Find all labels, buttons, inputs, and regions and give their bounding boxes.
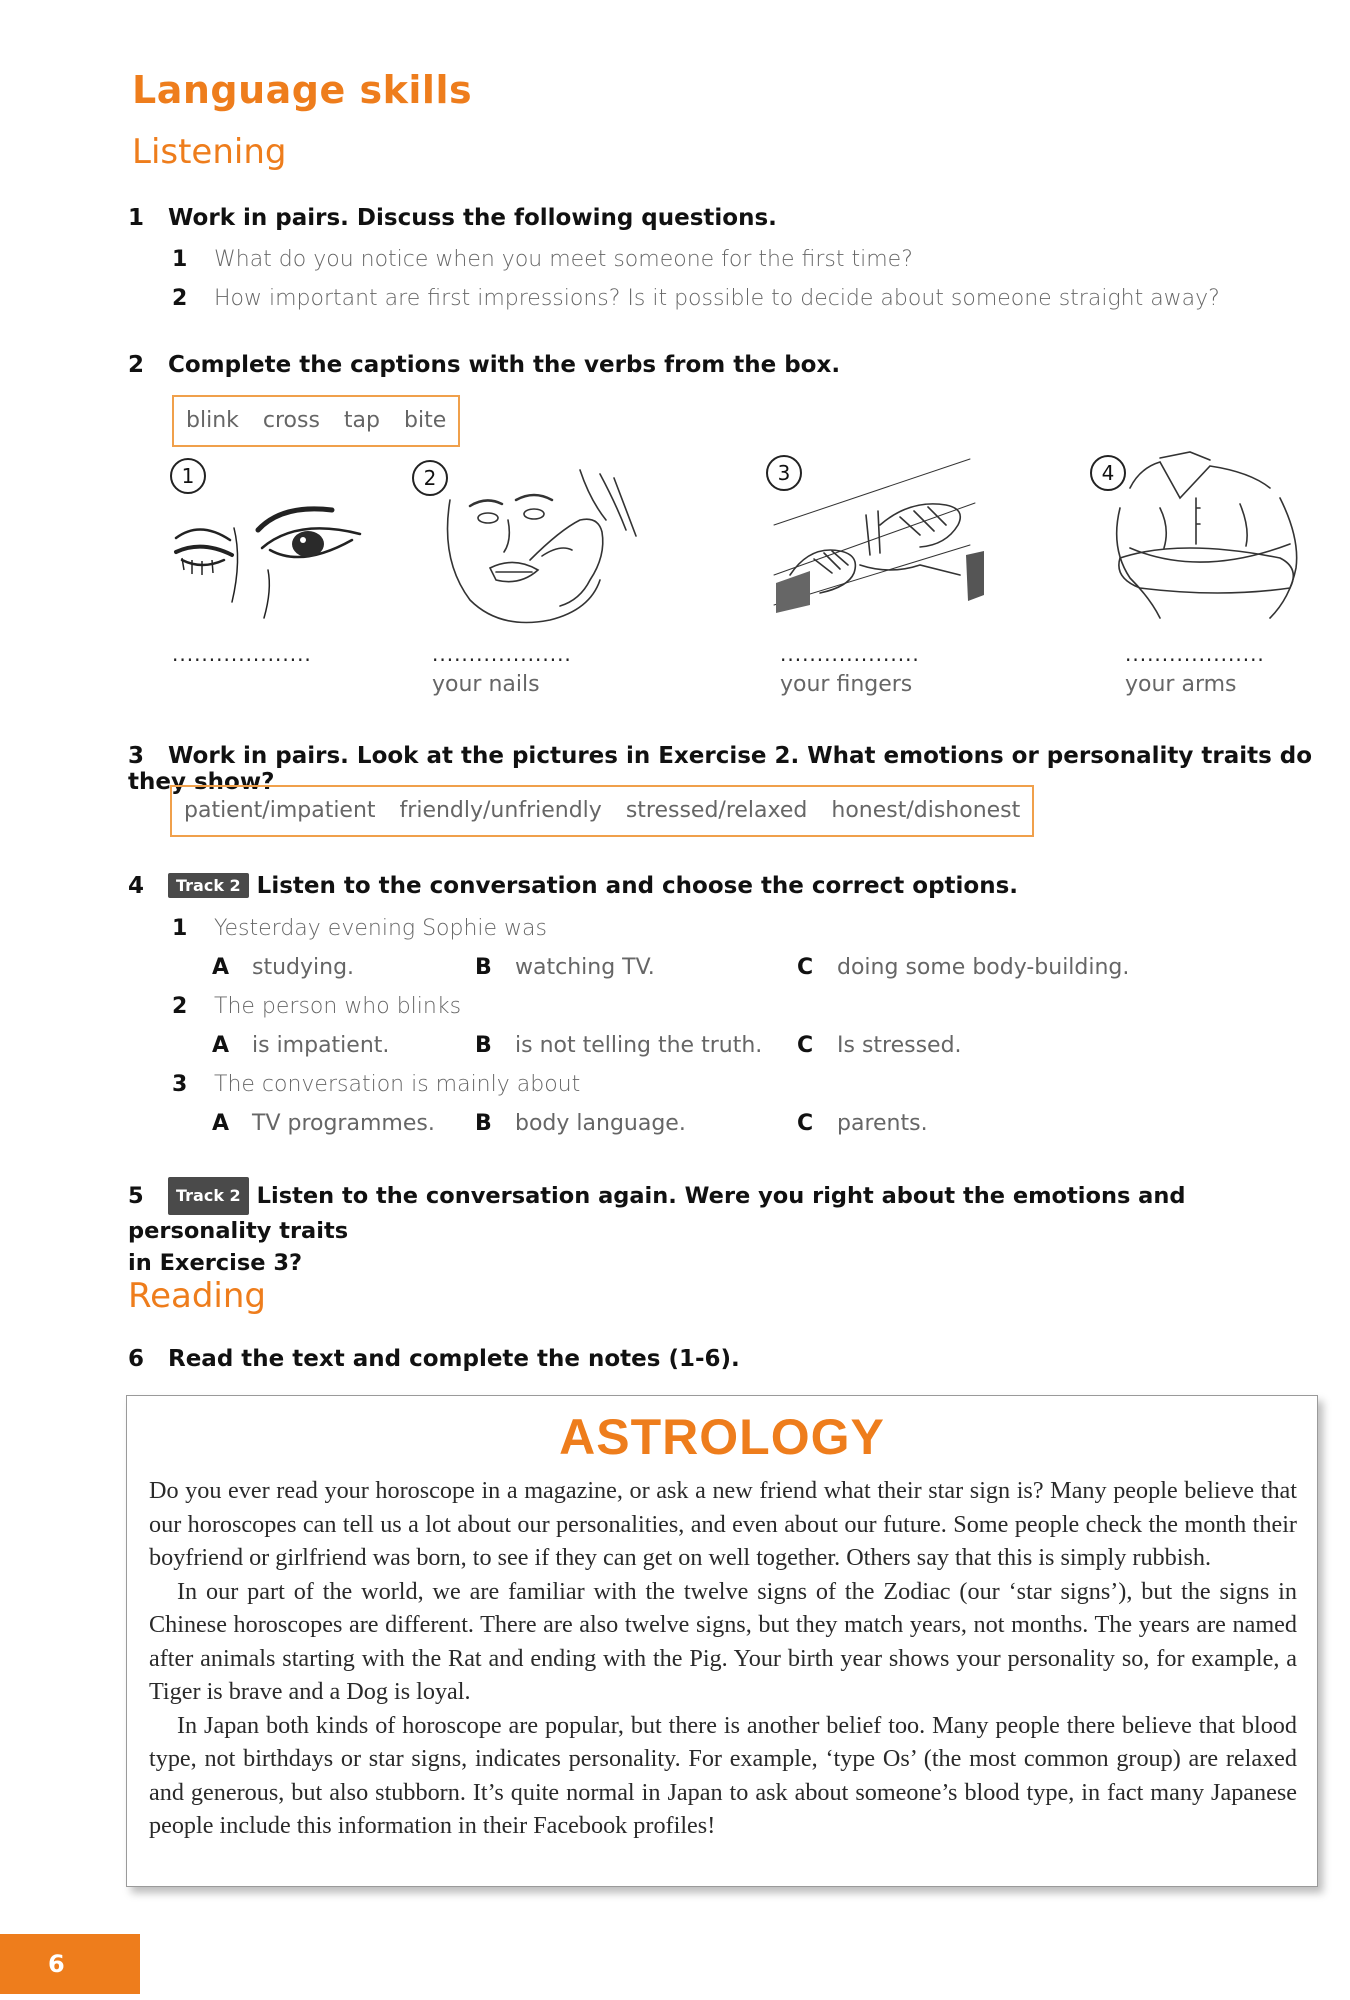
article-paragraph: Do you ever read your horoscope in a magazine, or ask a new friend what their star sign is? Many people believe that our horoscopes can tell us a lot about our personalities, and even about our future. Some people check the month their boyfriend or girlfriend was born, to see if they can get on well together. Others say that this is simply rubbish. <box>149 1477 1297 1571</box>
verb-word: tap <box>343 408 380 433</box>
verb-word: blink <box>186 408 239 433</box>
option-text: TV programmes. <box>252 1111 435 1136</box>
answer-blank-4[interactable]: ................... <box>1125 642 1265 666</box>
article-title: ASTROLOGY <box>559 1409 885 1465</box>
option-letter: B <box>475 955 492 980</box>
traits-box <box>170 785 1034 837</box>
trait-word: patient/impatient <box>184 798 376 823</box>
option-letter: B <box>475 1033 492 1058</box>
question-text: What do you notice when you meet someone for the first time? <box>214 247 913 272</box>
option-text: studying. <box>252 955 355 980</box>
item-number: 3 <box>172 1072 188 1097</box>
trait-word: stressed/relaxed <box>625 798 808 823</box>
item-stem: The conversation is mainly about <box>214 1072 581 1097</box>
caption-4: your arms <box>1125 672 1237 697</box>
article-body <box>149 1474 1297 1843</box>
option-text: parents. <box>837 1111 928 1136</box>
option-letter: C <box>797 1033 814 1058</box>
tapping-fingers-illustration <box>770 455 985 615</box>
item-stem: Yesterday evening Sophie was <box>214 916 547 941</box>
picture-number-2: 2 <box>412 460 448 496</box>
item-number: 1 <box>172 916 188 941</box>
picture-number-1: 1 <box>170 458 206 494</box>
picture-number-4: 4 <box>1090 455 1126 491</box>
exercise-2-number: 2 <box>128 352 145 378</box>
ex4-item-1-stem <box>172 916 547 941</box>
option-text: Is stressed. <box>837 1033 962 1058</box>
exercise-1-question-2 <box>172 286 1220 311</box>
exercise-5-instruction <box>128 1177 1328 1279</box>
option-text: watching TV. <box>515 955 655 980</box>
question-text: How important are first impressions? Is it possible to decide about someone straight away? <box>214 286 1220 311</box>
ex4-2-option-c[interactable] <box>797 1033 962 1058</box>
ex4-3-option-b[interactable] <box>475 1111 686 1136</box>
section-heading: Language skills <box>132 68 473 112</box>
ex4-1-option-c[interactable] <box>797 955 1129 980</box>
ex4-2-option-b[interactable] <box>475 1033 762 1058</box>
article-paragraph: In Japan both kinds of horoscope are popular, but there is another belief too. Many people there believe that blood type, not birthdays or star signs, indicates personality. For example, ‘type Os’ (the most common group) are relaxed and generous, but also stubborn. It’s quite normal in Japan to ask about someone’s blood type, in fact many Japanese people include this information in their Facebook profiles! <box>149 1711 1297 1839</box>
exercise-6-text: Read the text and complete the notes (1-6). <box>168 1346 740 1372</box>
option-letter: C <box>797 955 814 980</box>
ex4-3-option-c[interactable] <box>797 1111 928 1136</box>
question-number: 2 <box>172 286 188 311</box>
ex4-1-option-a[interactable] <box>212 955 354 980</box>
exercise-6-number: 6 <box>128 1346 145 1372</box>
page-number: 6 <box>0 1934 140 1994</box>
reading-heading: Reading <box>128 1276 267 1316</box>
item-number: 2 <box>172 994 188 1019</box>
option-text: is impatient. <box>252 1033 390 1058</box>
blinking-eyes-illustration <box>172 490 387 625</box>
ex4-2-option-a[interactable] <box>212 1033 389 1058</box>
answer-blank-1[interactable]: ................... <box>172 642 312 666</box>
option-text: body language. <box>515 1111 686 1136</box>
biting-nails-illustration <box>430 460 650 630</box>
exercise-3-text: Work in pairs. Look at the pictures in Exercise 2. What emotions or personality traits do they show? <box>128 743 1313 795</box>
article-paragraph: In our part of the world, we are familiar with the twelve signs of the Zodiac (our ‘star signs’), but the signs in Chinese horoscopes are different. There are also twelve signs, but they match years, not months. The years are named after animals starting with the Rat and ending with the Pig. Your birth year shows your personality so, for example, a Tiger is brave and a Dog is loyal. <box>149 1577 1297 1705</box>
answer-blank-3[interactable]: ................... <box>780 642 920 666</box>
option-letter: A <box>212 1111 230 1136</box>
trait-word: friendly/unfriendly <box>399 798 602 823</box>
option-letter: A <box>212 955 230 980</box>
verb-word: bite <box>404 408 447 433</box>
exercise-2-text: Complete the captions with the verbs from the box. <box>168 352 841 378</box>
exercise-6-instruction <box>128 1346 740 1372</box>
ex4-item-2-stem <box>172 994 461 1019</box>
option-text: doing some body-building. <box>837 955 1130 980</box>
crossed-arms-illustration <box>1100 448 1315 626</box>
listening-heading: Listening <box>132 132 287 172</box>
exercise-1-instruction <box>128 205 777 231</box>
verb-box <box>172 395 460 447</box>
option-letter: A <box>212 1033 230 1058</box>
ex4-1-option-b[interactable] <box>475 955 655 980</box>
verb-word: cross <box>262 408 320 433</box>
caption-3: your fingers <box>780 672 913 697</box>
option-text: is not telling the truth. <box>515 1033 763 1058</box>
exercise-4-number: 4 <box>128 873 145 899</box>
track-badge[interactable]: Track 2 <box>168 1177 249 1215</box>
picture-number-3: 3 <box>766 455 802 491</box>
exercise-5-number: 5 <box>128 1183 144 1209</box>
option-letter: C <box>797 1111 814 1136</box>
caption-2: your nails <box>432 672 540 697</box>
exercise-5-text-line1: Listen to the conversation again. Were you right about the emotions and personality traits <box>128 1183 1186 1244</box>
ex4-item-3-stem <box>172 1072 580 1097</box>
answer-blank-2[interactable]: ................... <box>432 642 572 666</box>
option-letter: B <box>475 1111 492 1136</box>
exercise-1-question-1 <box>172 247 913 272</box>
exercise-4-instruction <box>128 873 1018 899</box>
question-number: 1 <box>172 247 188 272</box>
astrology-article <box>126 1395 1318 1887</box>
exercise-4-text: Listen to the conversation and choose the correct options. <box>256 873 1019 899</box>
exercise-1-number: 1 <box>128 205 145 231</box>
exercise-1-text: Work in pairs. Discuss the following questions. <box>168 205 777 231</box>
exercise-5-text-line2: in Exercise 3? <box>128 1250 303 1276</box>
exercise-3-number: 3 <box>128 743 145 769</box>
trait-word: honest/dishonest <box>831 798 1021 823</box>
exercise-2-instruction <box>128 352 840 378</box>
ex4-3-option-a[interactable] <box>212 1111 435 1136</box>
item-stem: The person who blinks <box>214 994 462 1019</box>
track-badge[interactable]: Track 2 <box>168 873 249 898</box>
